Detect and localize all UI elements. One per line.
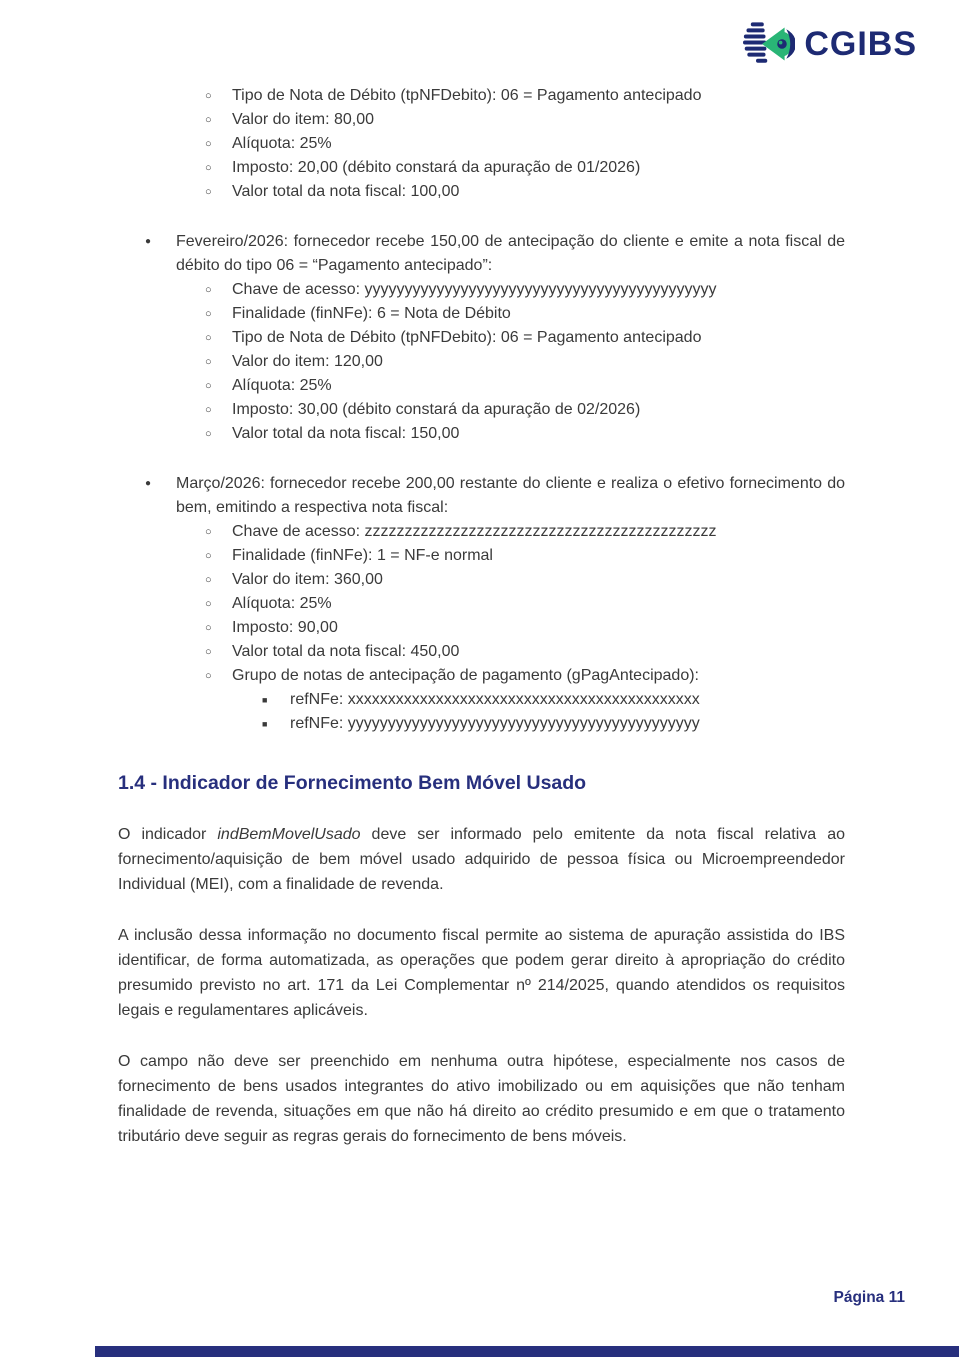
cgibs-logo-icon (743, 18, 795, 70)
document-body (118, 84, 845, 1149)
bullet-group (118, 230, 845, 446)
list-item-text: Chave de acesso: yyyyyyyyyyyyyyyyyyyyyyyyyyyyyyyyyyyyyyyyyyyy (232, 281, 717, 298)
list-item (205, 592, 845, 616)
section-heading: 1.4 - Indicador de Fornecimento Bem Móvel Usado (118, 772, 587, 794)
list-item (205, 664, 845, 688)
list-item-text: Valor total da nota fiscal: 150,00 (232, 425, 460, 442)
list-item-text: refNFe: xxxxxxxxxxxxxxxxxxxxxxxxxxxxxxxxxxxxxxxxxxxx (290, 691, 700, 708)
bullet-marker-icon: ○ (205, 380, 212, 392)
list-item (205, 374, 845, 398)
list-item (205, 180, 845, 204)
list-item-text: Valor do item: 360,00 (232, 571, 383, 588)
bullet-marker-icon: ■ (262, 719, 268, 729)
cgibs-logo (743, 18, 917, 70)
bullet-marker-icon: ○ (205, 90, 212, 102)
list-item-text: Finalidade (finNFe): 1 = NF-e normal (232, 547, 493, 564)
bullet-marker-icon: ● (145, 236, 152, 247)
list-item-text: Grupo de notas de antecipação de pagamento (gPagAntecipado): (232, 667, 699, 684)
bullet-marker-icon: ○ (205, 574, 212, 586)
page-number: Página 11 (833, 1289, 905, 1306)
bullet-marker-icon: ○ (205, 308, 212, 320)
list-item-text: refNFe: yyyyyyyyyyyyyyyyyyyyyyyyyyyyyyyyyyyyyyyyyyyy (290, 715, 700, 732)
bullet-marker-icon: ○ (205, 526, 212, 538)
list-item-text: Imposto: 90,00 (232, 619, 338, 636)
list-item (262, 688, 845, 712)
list-item (205, 520, 845, 544)
cgibs-logo-text: CGIBS (804, 25, 917, 63)
bullet-section (118, 84, 845, 736)
list-item (205, 302, 845, 326)
list-item (205, 84, 845, 108)
bullet-marker-icon: ○ (205, 598, 212, 610)
list-item (205, 132, 845, 156)
list-item-text: Março/2026: fornecedor recebe 200,00 restante do cliente e realiza o efetivo fornecimento do bem, emitindo a respectiva nota fiscal: (176, 475, 845, 516)
list-item (205, 350, 845, 374)
list-item-text: Tipo de Nota de Débito (tpNFDebito): 06 = Pagamento antecipado (232, 87, 702, 104)
list-item (205, 616, 845, 640)
bullet-marker-icon: ○ (205, 550, 212, 562)
list-item (145, 472, 845, 520)
bullet-marker-icon: ○ (205, 428, 212, 440)
list-item (205, 278, 845, 302)
list-item-text: Valor do item: 80,00 (232, 111, 375, 128)
bullet-group (118, 472, 845, 736)
paragraph-text: O indicador (118, 826, 218, 843)
list-item (205, 544, 845, 568)
bullet-marker-icon: ○ (205, 356, 212, 368)
list-item-text: Finalidade (finNFe): 6 = Nota de Débito (232, 305, 511, 322)
list-item (145, 230, 845, 278)
italic-term: indBemMovelUsado (217, 826, 361, 843)
list-item-text: Imposto: 30,00 (débito constará da apuração de 02/2026) (232, 401, 641, 418)
bullet-marker-icon: ○ (205, 404, 212, 416)
bullet-marker-icon: ■ (262, 695, 268, 705)
list-item (205, 568, 845, 592)
paragraph-text: deve ser informado pelo emitente da nota fiscal relativa ao fornecimento/aquisição de bem móvel usado adquirido de pessoa física ou Microempreendedor Individual (MEI), com a finalidade de revenda. (118, 826, 846, 893)
paragraph-ind-bem-movel (118, 822, 845, 897)
list-item-text: Tipo de Nota de Débito (tpNFDebito): 06 = Pagamento antecipado (232, 329, 702, 346)
list-item-text: Fevereiro/2026: fornecedor recebe 150,00 de antecipação do cliente e emite a nota fiscal de débito do tipo 06 = “Pagamento antecipado”: (176, 233, 845, 274)
list-item-text: Imposto: 20,00 (débito constará da apuração de 01/2026) (232, 159, 641, 176)
list-item (262, 712, 845, 736)
list-item-text: Valor total da nota fiscal: 450,00 (232, 643, 460, 660)
bullet-marker-icon: ○ (205, 622, 212, 634)
list-item (205, 422, 845, 446)
bullet-marker-icon: ○ (205, 670, 212, 682)
paragraph-apuracao-assistida: A inclusão dessa informação no documento fiscal permite ao sistema de apuração assistida do IBS identificar, de forma automatizada, as operações que podem gerar direito à apropriação do crédito presumido previsto no art. 171 da Lei Complementar nº 214/2025, quando atendidos os requisitos legais e regulamentares aplicáveis. (118, 927, 845, 1019)
list-item-text: Alíquota: 25% (232, 135, 332, 152)
footer-bar (95, 1346, 959, 1357)
list-item (205, 108, 845, 132)
bullet-marker-icon: ○ (205, 186, 212, 198)
bullet-marker-icon: ○ (205, 332, 212, 344)
bullet-marker-icon: ● (145, 478, 152, 489)
list-item-text: Chave de acesso: zzzzzzzzzzzzzzzzzzzzzzzzzzzzzzzzzzzzzzzzzzzz (232, 523, 717, 540)
header (0, 0, 959, 63)
list-item-text: Alíquota: 25% (232, 377, 332, 394)
bullet-marker-icon: ○ (205, 138, 212, 150)
bullet-marker-icon: ○ (205, 114, 212, 126)
list-item-text: Valor do item: 120,00 (232, 353, 383, 370)
bullet-marker-icon: ○ (205, 646, 212, 658)
paragraph-campo-nao-preenchido: O campo não deve ser preenchido em nenhuma outra hipótese, especialmente nos casos de fornecimento de bens usados integrantes do ativo imobilizado ou em aquisições que não tenham finalidade de revenda, situações em que não há direito ao crédito presumido e em que o tratamento tributário deve seguir as regras gerais do fornecimento de bens móveis. (118, 1053, 845, 1145)
list-item (205, 640, 845, 664)
bullet-marker-icon: ○ (205, 284, 212, 296)
bullet-marker-icon: ○ (205, 162, 212, 174)
list-item-text: Valor total da nota fiscal: 100,00 (232, 183, 460, 200)
list-item-text: Alíquota: 25% (232, 595, 332, 612)
list-item (205, 398, 845, 422)
list-item (205, 326, 845, 350)
list-item (205, 156, 845, 180)
